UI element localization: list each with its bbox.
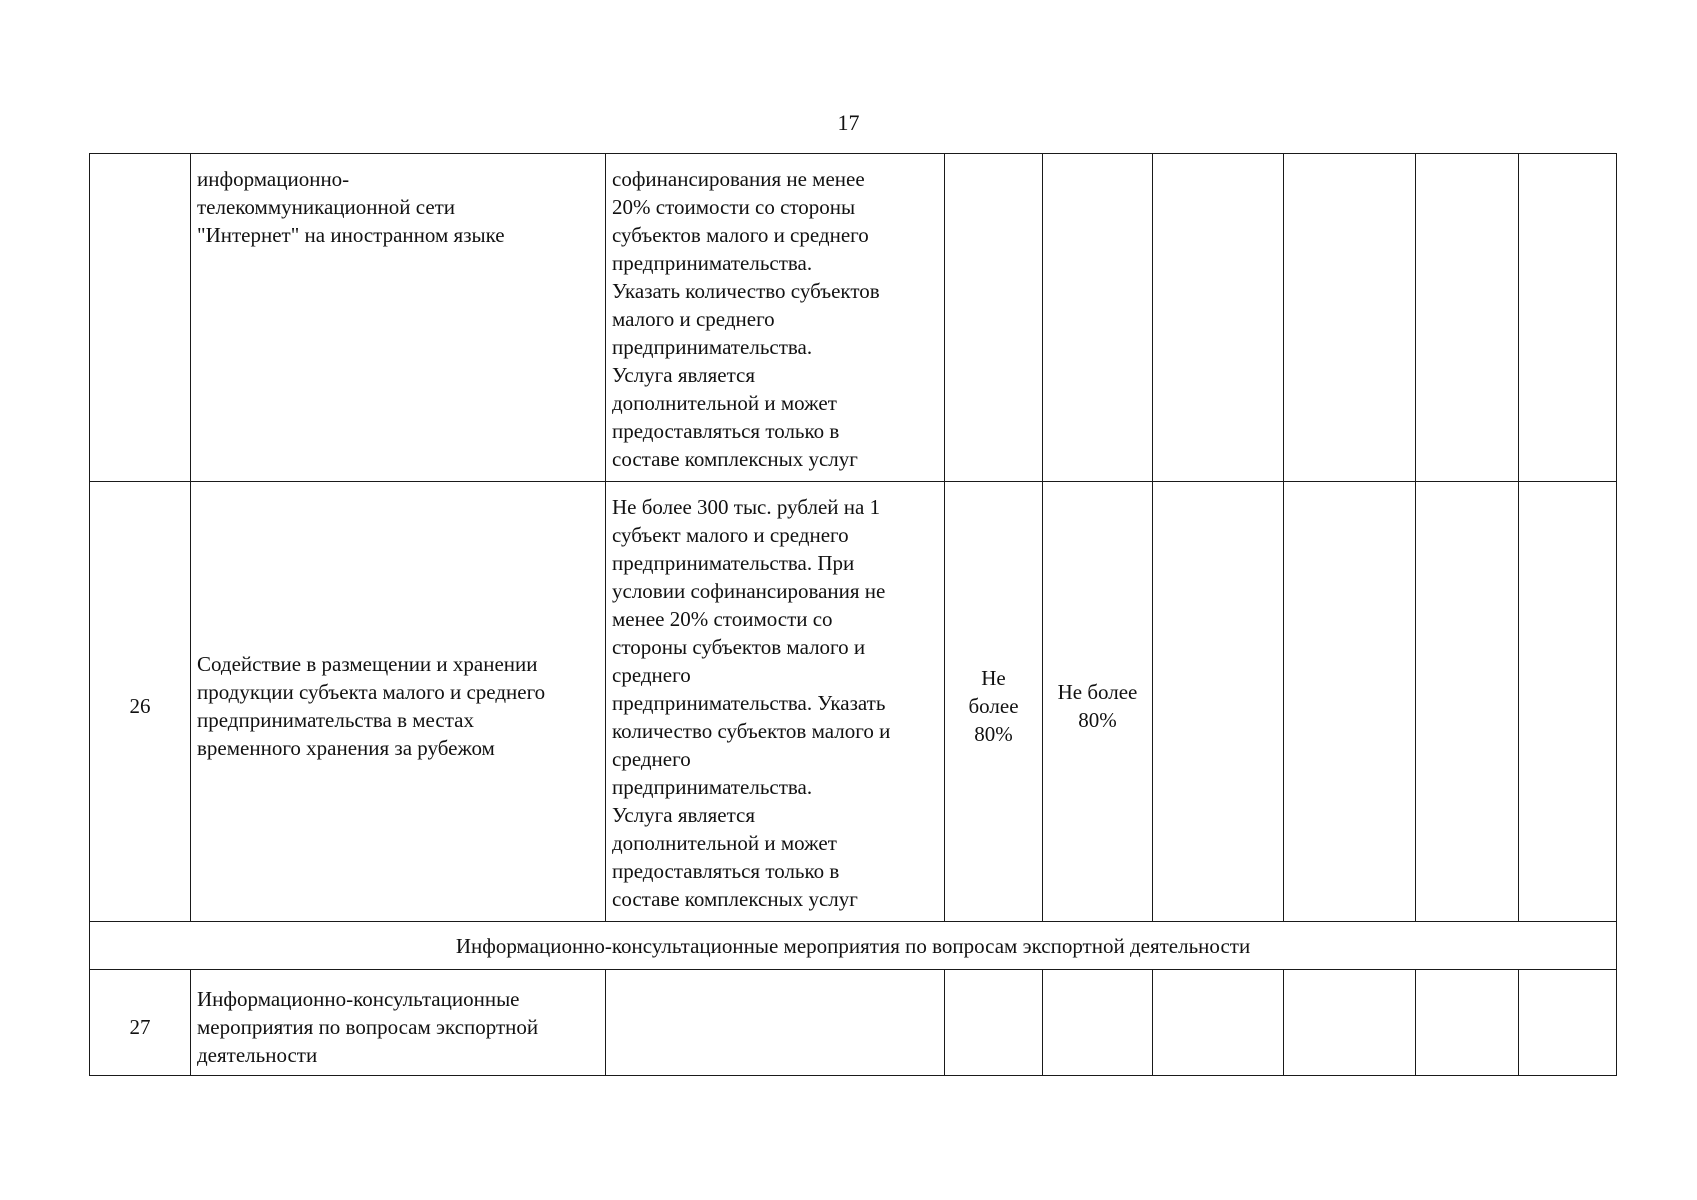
service-conditions: софинансирования не менее 20% стоимости со стороны субъектов малого и среднего предпринимательства. Указать количество субъектов малого и среднего предпринимательства. Услуга является дополнительной и может предоставляться только в составе комплексных услуг — [606, 154, 945, 482]
service-name: Содействие в размещении и хранении продукции субъекта малого и среднего предпринимательства в местах временного хранения за рубежом — [191, 482, 606, 922]
empty-cell — [1416, 970, 1519, 1076]
service-conditions: Не более 300 тыс. рублей на 1 субъект малого и среднего предпринимательства. При условии софинансирования не менее 20% стоимости со стороны субъектов малого и среднего предпринимательства. Указать количество субъектов малого и среднего предпринимательства. Услуга является дополнительной и может предоставляться только в составе комплексных услуг — [606, 482, 945, 922]
empty-cell — [1153, 970, 1284, 1076]
row-number: 26 — [90, 482, 191, 922]
table-row — [90, 970, 1617, 1076]
table-row — [90, 154, 1617, 482]
empty-cell — [1284, 970, 1416, 1076]
empty-cell — [1284, 482, 1416, 922]
empty-cell — [1416, 154, 1519, 482]
empty-cell — [1153, 154, 1284, 482]
row-number: 27 — [90, 970, 191, 1076]
empty-cell — [1519, 970, 1617, 1076]
empty-cell — [1519, 482, 1617, 922]
services-table — [89, 153, 1617, 1076]
empty-cell — [1284, 154, 1416, 482]
row-number — [90, 154, 191, 482]
cofinancing-share-cell — [945, 154, 1043, 482]
service-name: информационно- телекоммуникационной сети "Интернет" на иностранном языке — [191, 154, 606, 482]
cofinancing-limit-cell — [1043, 154, 1153, 482]
table-row — [90, 482, 1617, 922]
section-header-row — [90, 922, 1617, 970]
empty-cell — [1153, 482, 1284, 922]
cofinancing-share-cell: Не более 80% — [945, 482, 1043, 922]
empty-cell — [1416, 482, 1519, 922]
empty-cell — [1043, 970, 1153, 1076]
cofinancing-limit-cell: Не более 80% — [1043, 482, 1153, 922]
empty-cell — [1519, 154, 1617, 482]
page-number: 17 — [837, 110, 860, 135]
section-header: Информационно-консультационные мероприятия по вопросам экспортной деятельности — [90, 922, 1617, 970]
service-name: Информационно-консультационные мероприятия по вопросам экспортной деятельности — [191, 970, 606, 1076]
empty-cell — [606, 970, 945, 1076]
empty-cell — [945, 970, 1043, 1076]
